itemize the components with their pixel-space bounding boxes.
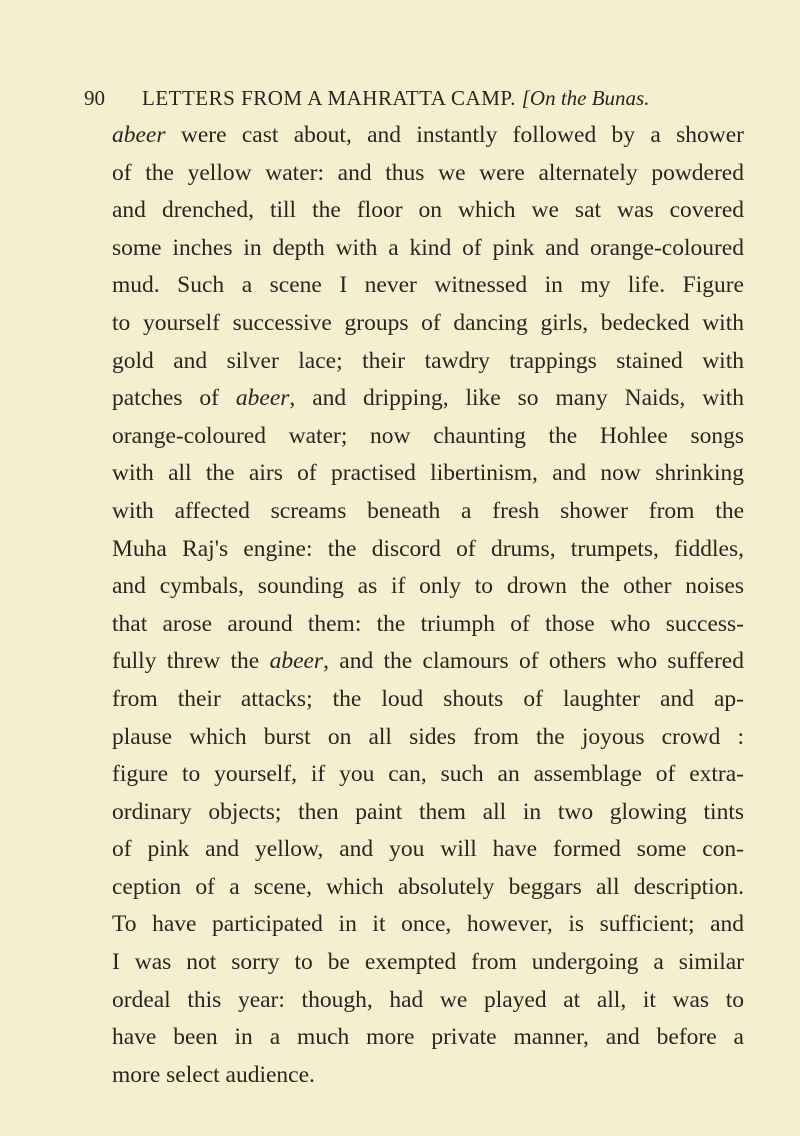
text-segment: To have participated in it once, however, is sufficient; and [112,911,744,938]
page-body-text [112,117,744,1094]
text-line [112,117,744,155]
text-segment: some inches in depth with a kind of pink and orange-coloured [112,234,744,261]
text-segment: ception of a scene, which absolutely beggars all description. [112,873,744,900]
text-line [112,906,744,944]
italic-term: abeer [235,385,290,412]
text-line [112,267,744,305]
text-line [112,982,744,1020]
text-line [112,343,744,381]
text-segment: more select audience. [112,1061,315,1088]
text-line [112,230,744,268]
text-line [112,380,744,418]
text-segment: of pink and yellow, and you will have formed some con- [112,836,744,863]
text-line [112,944,744,982]
italic-term: abeer [112,122,166,148]
text-segment: of the yellow water: and thus we were alternately powdered [112,159,744,186]
text-line [112,794,744,832]
running-header [84,86,764,116]
text-segment: to yourself successive groups of dancing girls, bedecked with [112,309,744,336]
text-segment: with affected screams beneath a fresh shower from the [112,497,744,524]
text-segment: fully threw the [112,648,270,675]
text-line [112,719,744,757]
text-segment: ordinary objects; then paint them all in two glowing tints [112,798,744,825]
text-segment: Muha Raj's engine: the discord of drums, trumpets, fiddles, [112,535,744,562]
text-line [112,155,744,193]
text-line [112,493,744,531]
text-segment: from their attacks; the loud shouts of laughter and ap- [112,685,744,712]
text-line [112,681,744,719]
text-segment: mud. Such a scene I never witnessed in my life. Figure [112,272,744,299]
text-line [112,455,744,493]
text-segment: ordeal this year: though, had we played at all, it was to [112,986,744,1013]
text-segment: , and the clamours of others who suffered [323,648,744,675]
text-segment: patches of [112,385,236,412]
text-line [112,1057,744,1095]
text-line [112,568,744,606]
text-segment: that arose around them: the triumph of those who success- [112,610,744,637]
text-line [112,869,744,907]
text-line [112,606,744,644]
text-segment: plause which burst on all sides from the joyous crowd : [112,723,744,750]
text-segment: figure to yourself, if you can, such an assemblage of extra- [112,761,744,788]
text-segment: I was not sorry to be exempted from undergoing a similar [112,949,744,976]
text-segment: with all the airs of practised libertinism, and now shrinking [112,460,744,487]
text-line [112,1019,744,1057]
section-title: [On the Bunas. [521,86,650,110]
text-line [112,531,744,569]
italic-term: abeer [269,648,324,675]
page-number: 90 [84,86,105,110]
text-line [112,305,744,343]
text-segment: gold and silver lace; their tawdry trappings stained with [112,347,744,374]
text-segment: orange-coloured water; now chaunting the Hohlee songs [112,422,744,449]
text-segment: have been in a much more private manner, and before a [112,1024,744,1051]
text-segment: and drenched, till the floor on which we sat was covered [112,197,744,224]
text-line [112,831,744,869]
text-segment: , and dripping, like so many Naids, with [289,385,744,412]
book-title: LETTERS FROM A MAHRATTA CAMP. [142,86,516,110]
text-line [112,192,744,230]
running-title [142,86,649,111]
text-segment: and cymbals, sounding as if only to drown the other noises [112,573,744,600]
text-line [112,756,744,794]
text-segment: were cast about, and instantly followed by a shower [165,122,744,148]
text-line [112,643,744,681]
text-line [112,418,744,456]
